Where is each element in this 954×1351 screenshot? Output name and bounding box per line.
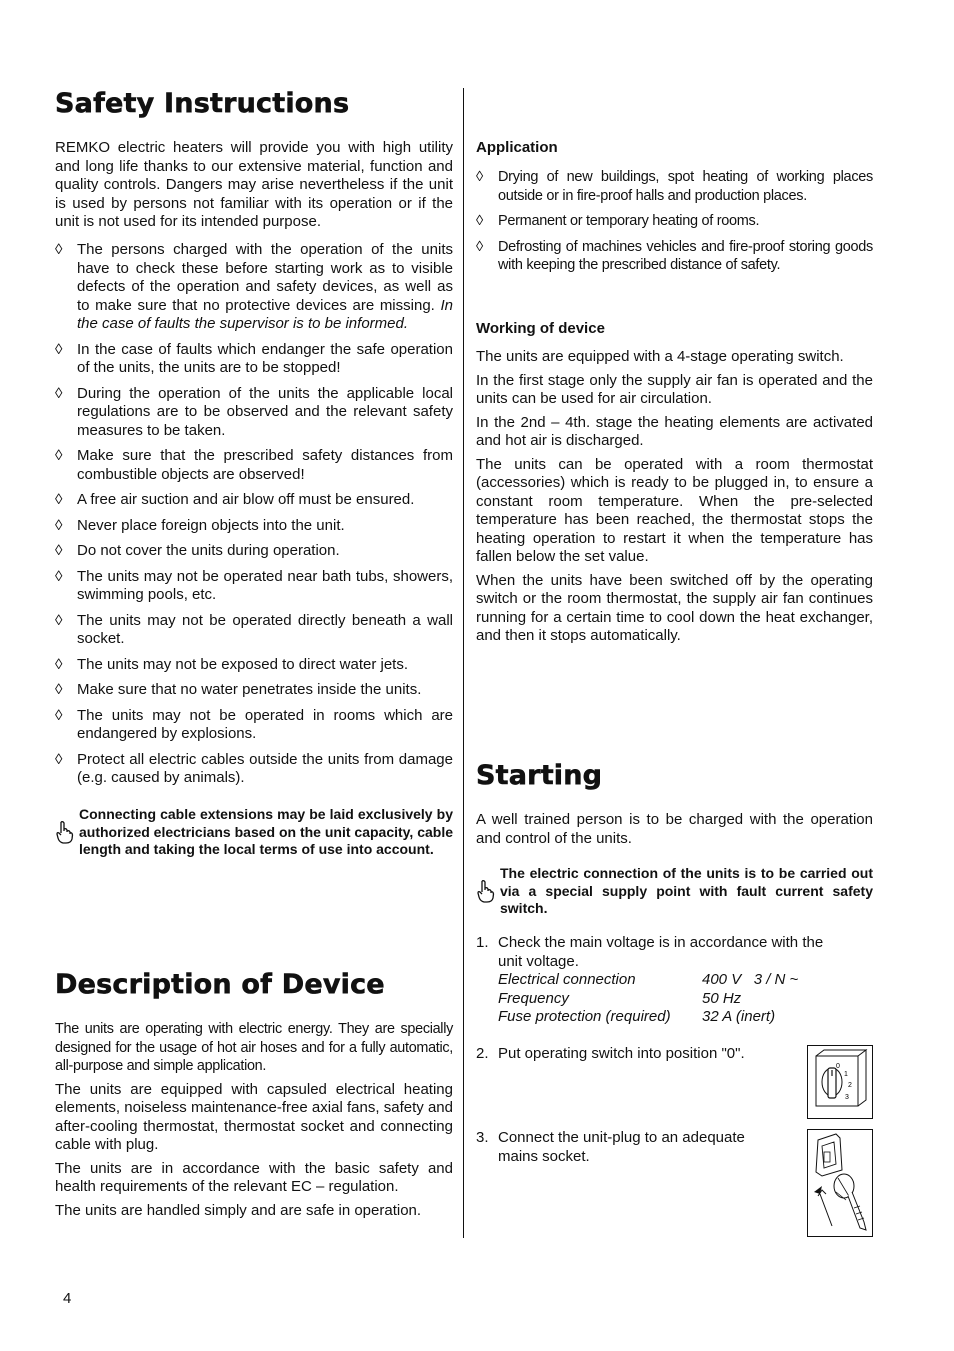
safety-bullets [55, 241, 453, 788]
cable-extension-note [55, 806, 453, 859]
safety-bullet-item [55, 491, 453, 510]
switch-label: 0 [836, 1063, 840, 1070]
spec-value: 32 A (inert) [702, 1008, 776, 1025]
spec-label: Frequency [498, 989, 569, 1007]
application-heading: Application [476, 139, 558, 156]
starting-intro-block [476, 811, 873, 853]
safety-bullet-text: The units may not be operated directly beneath a wall socket. [77, 611, 453, 647]
diamond-bullet-icon: ◊ [55, 340, 63, 358]
description-of-device-title: Description of Device [55, 969, 385, 1000]
application-item [476, 238, 873, 275]
diamond-bullet-icon: ◊ [55, 516, 63, 534]
working-of-device-block [476, 348, 873, 651]
safety-bullet-text: The units may not be exposed to direct water jets. [77, 655, 409, 673]
description-paragraph: The units are handled simply and are safe in operation. [55, 1201, 422, 1219]
safety-bullet-text: Never place foreign objects into the unit. [77, 516, 345, 534]
safety-bullet-item [55, 385, 453, 441]
safety-bullet-text: The units may not be operated in rooms which are endangered by explosions. [77, 706, 453, 742]
electric-connection-note-text: The electric connection of the units is to be carried out via a special supply point with fault current safety switch. [500, 865, 873, 916]
diamond-bullet-icon: ◊ [476, 169, 484, 185]
safety-bullet-item [55, 751, 453, 788]
safety-bullet-item [55, 542, 453, 561]
electric-connection-note [476, 865, 873, 918]
application-item-text: Permanent or temporary heating of rooms. [498, 213, 760, 229]
starting-intro: A well trained person is to be charged with the operation and control of the units. [476, 811, 873, 847]
safety-bullet-text: Make sure that no water penetrates inside the units. [77, 681, 422, 698]
step-1 [476, 934, 873, 1027]
switch-label: 1 [844, 1071, 848, 1078]
diamond-bullet-icon: ◊ [476, 213, 484, 229]
safety-bullet-item [55, 612, 453, 649]
page-number: 4 [63, 1290, 72, 1307]
application-list [476, 168, 873, 275]
operating-switch-figure [807, 1045, 873, 1119]
application-item [476, 212, 873, 231]
safety-bullet-text: Protect all electric cables outside the units from damage (e.g. caused by animals). [77, 750, 453, 786]
safety-bullet-item [55, 241, 453, 334]
safety-bullet-text: Do not cover the units during operation. [77, 542, 340, 559]
safety-bullet-text: A free air suction and air blow off must be ensured. [77, 491, 415, 508]
description-paragraph: The units are in accordance with the basic safety and health requirements of the relevant EC – regulation. [55, 1159, 453, 1195]
working-paragraph: When the units have been switched off by the operating switch or the room thermostat, the supply air fan continues running for a certain time to cool down the heat exchanger, and then it stops automatically. [476, 571, 873, 644]
column-divider [463, 88, 464, 1238]
spec-label: Electrical connection [498, 971, 636, 988]
working-paragraph: In the 2nd – 4th. stage the heating elements are activated and hot air is discharged. [476, 413, 873, 449]
working-paragraph: The units can be operated with a room thermostat (accessories) which is ready to be plugged in, to ensure a constant room temperature. When the pre-selected temperature has been reached, the thermostat stops the heating operation to restart it when the temperature has fallen below the set value. [476, 455, 873, 565]
diamond-bullet-icon: ◊ [55, 491, 63, 508]
diamond-bullet-icon: ◊ [55, 655, 63, 673]
step-number: 1. [476, 934, 489, 951]
safety-bullet-item [55, 447, 453, 484]
diamond-bullet-icon: ◊ [55, 681, 63, 698]
safety-bullet-text: The units may not be operated near bath tubs, showers, swimming pools, etc. [77, 567, 453, 603]
spec-value: 50 Hz [702, 989, 742, 1007]
working-paragraph: The units are equipped with a 4-stage operating switch. [476, 348, 844, 365]
diamond-bullet-icon: ◊ [55, 542, 63, 559]
step-number: 3. [476, 1129, 489, 1146]
diamond-bullet-icon: ◊ [55, 611, 63, 629]
safety-instructions-title: Safety Instructions [55, 88, 350, 119]
application-item [476, 168, 873, 205]
diamond-bullet-icon: ◊ [55, 447, 63, 464]
application-list-block [476, 168, 873, 282]
description-paragraph: The units are operating with electric energy. They are specially designed for the usage of hot air hoses and for a fully automatic, all-purpose and simple application. [55, 1021, 453, 1074]
safety-bullet-item [55, 656, 453, 675]
step-text: Put operating switch into position "0". [498, 1045, 745, 1062]
step-text: Check the main voltage is in accordance with the unit voltage. [498, 934, 824, 970]
plug-socket-figure [807, 1129, 873, 1237]
diamond-bullet-icon: ◊ [55, 750, 63, 768]
safety-intro: REMKO electric heaters will provide you with high utility and long life thanks to our extensive material, function and quality controls. Dangers may arise nevertheless if the unit is used by persons not familiar with its operation or if the unit is not used for its intended purpose. [55, 139, 453, 230]
spec-label: Fuse protection (required) [498, 1008, 671, 1025]
cable-extension-note-text: Connecting cable extensions may be laid exclusively by authorized electricians based on the unit capacity, cable length and taking the local terms of use into account. [79, 806, 453, 857]
safety-bullet-text: The persons charged with the operation of the units have to check these before starting work as to visible defects of the operation and safety devices, as well as to make sure that no protective devices are missing. [77, 241, 453, 314]
safety-bullet-item [55, 341, 453, 378]
safety-bullet-italic-text: In the case of faults the supervisor is to be informed. [77, 296, 454, 332]
diamond-bullet-icon: ◊ [55, 706, 63, 724]
switch-label: 3 [845, 1094, 849, 1101]
safety-bullet-list [55, 241, 453, 795]
application-item-text: Drying of new buildings, spot heating of working places outside or in fire-proof halls and production places. [498, 169, 873, 204]
pointing-hand-icon [476, 865, 500, 918]
safety-bullet-item [55, 568, 453, 605]
diamond-bullet-icon: ◊ [55, 384, 63, 402]
spec-value: 400 V 3 / N ~ [702, 971, 799, 988]
switch-label: 2 [848, 1082, 852, 1089]
starting-title: Starting [476, 760, 603, 791]
description-block [55, 1020, 453, 1225]
description-paragraph: The units are equipped with capsuled electrical heating elements, noiseless maintenance-free axial fans, safety and after-cooling thermostat, thermostat socket and connecting cable with plug. [55, 1080, 453, 1153]
pointing-hand-icon [55, 806, 79, 859]
safety-bullet-text: In the case of faults which endanger the safe operation of the units, the units are to be stopped! [77, 340, 453, 376]
application-item-text: Defrosting of machines vehicles and fire-proof storing goods with keeping the prescribed distance of safety. [498, 238, 873, 273]
safety-intro-block [55, 139, 453, 237]
diamond-bullet-icon: ◊ [476, 238, 484, 255]
step-text: Connect the unit-plug to an adequate mains socket. [498, 1129, 745, 1165]
safety-bullet-item [55, 681, 453, 700]
safety-bullet-text: During the operation of the units the applicable local regulations are to be observed and the relevant safety measures to be taken. [77, 384, 453, 439]
safety-bullet-text: Make sure that the prescribed safety distances from combustible objects are observed! [77, 447, 453, 483]
working-of-device-heading: Working of device [476, 320, 605, 337]
safety-bullet-item [55, 517, 453, 536]
step-number: 2. [476, 1045, 489, 1062]
voltage-spec-table [498, 971, 848, 1027]
safety-bullet-item [55, 707, 453, 744]
diamond-bullet-icon: ◊ [55, 241, 63, 258]
working-paragraph: In the first stage only the supply air fan is operated and the units can be used for air circulation. [476, 371, 873, 407]
diamond-bullet-icon: ◊ [55, 567, 63, 585]
